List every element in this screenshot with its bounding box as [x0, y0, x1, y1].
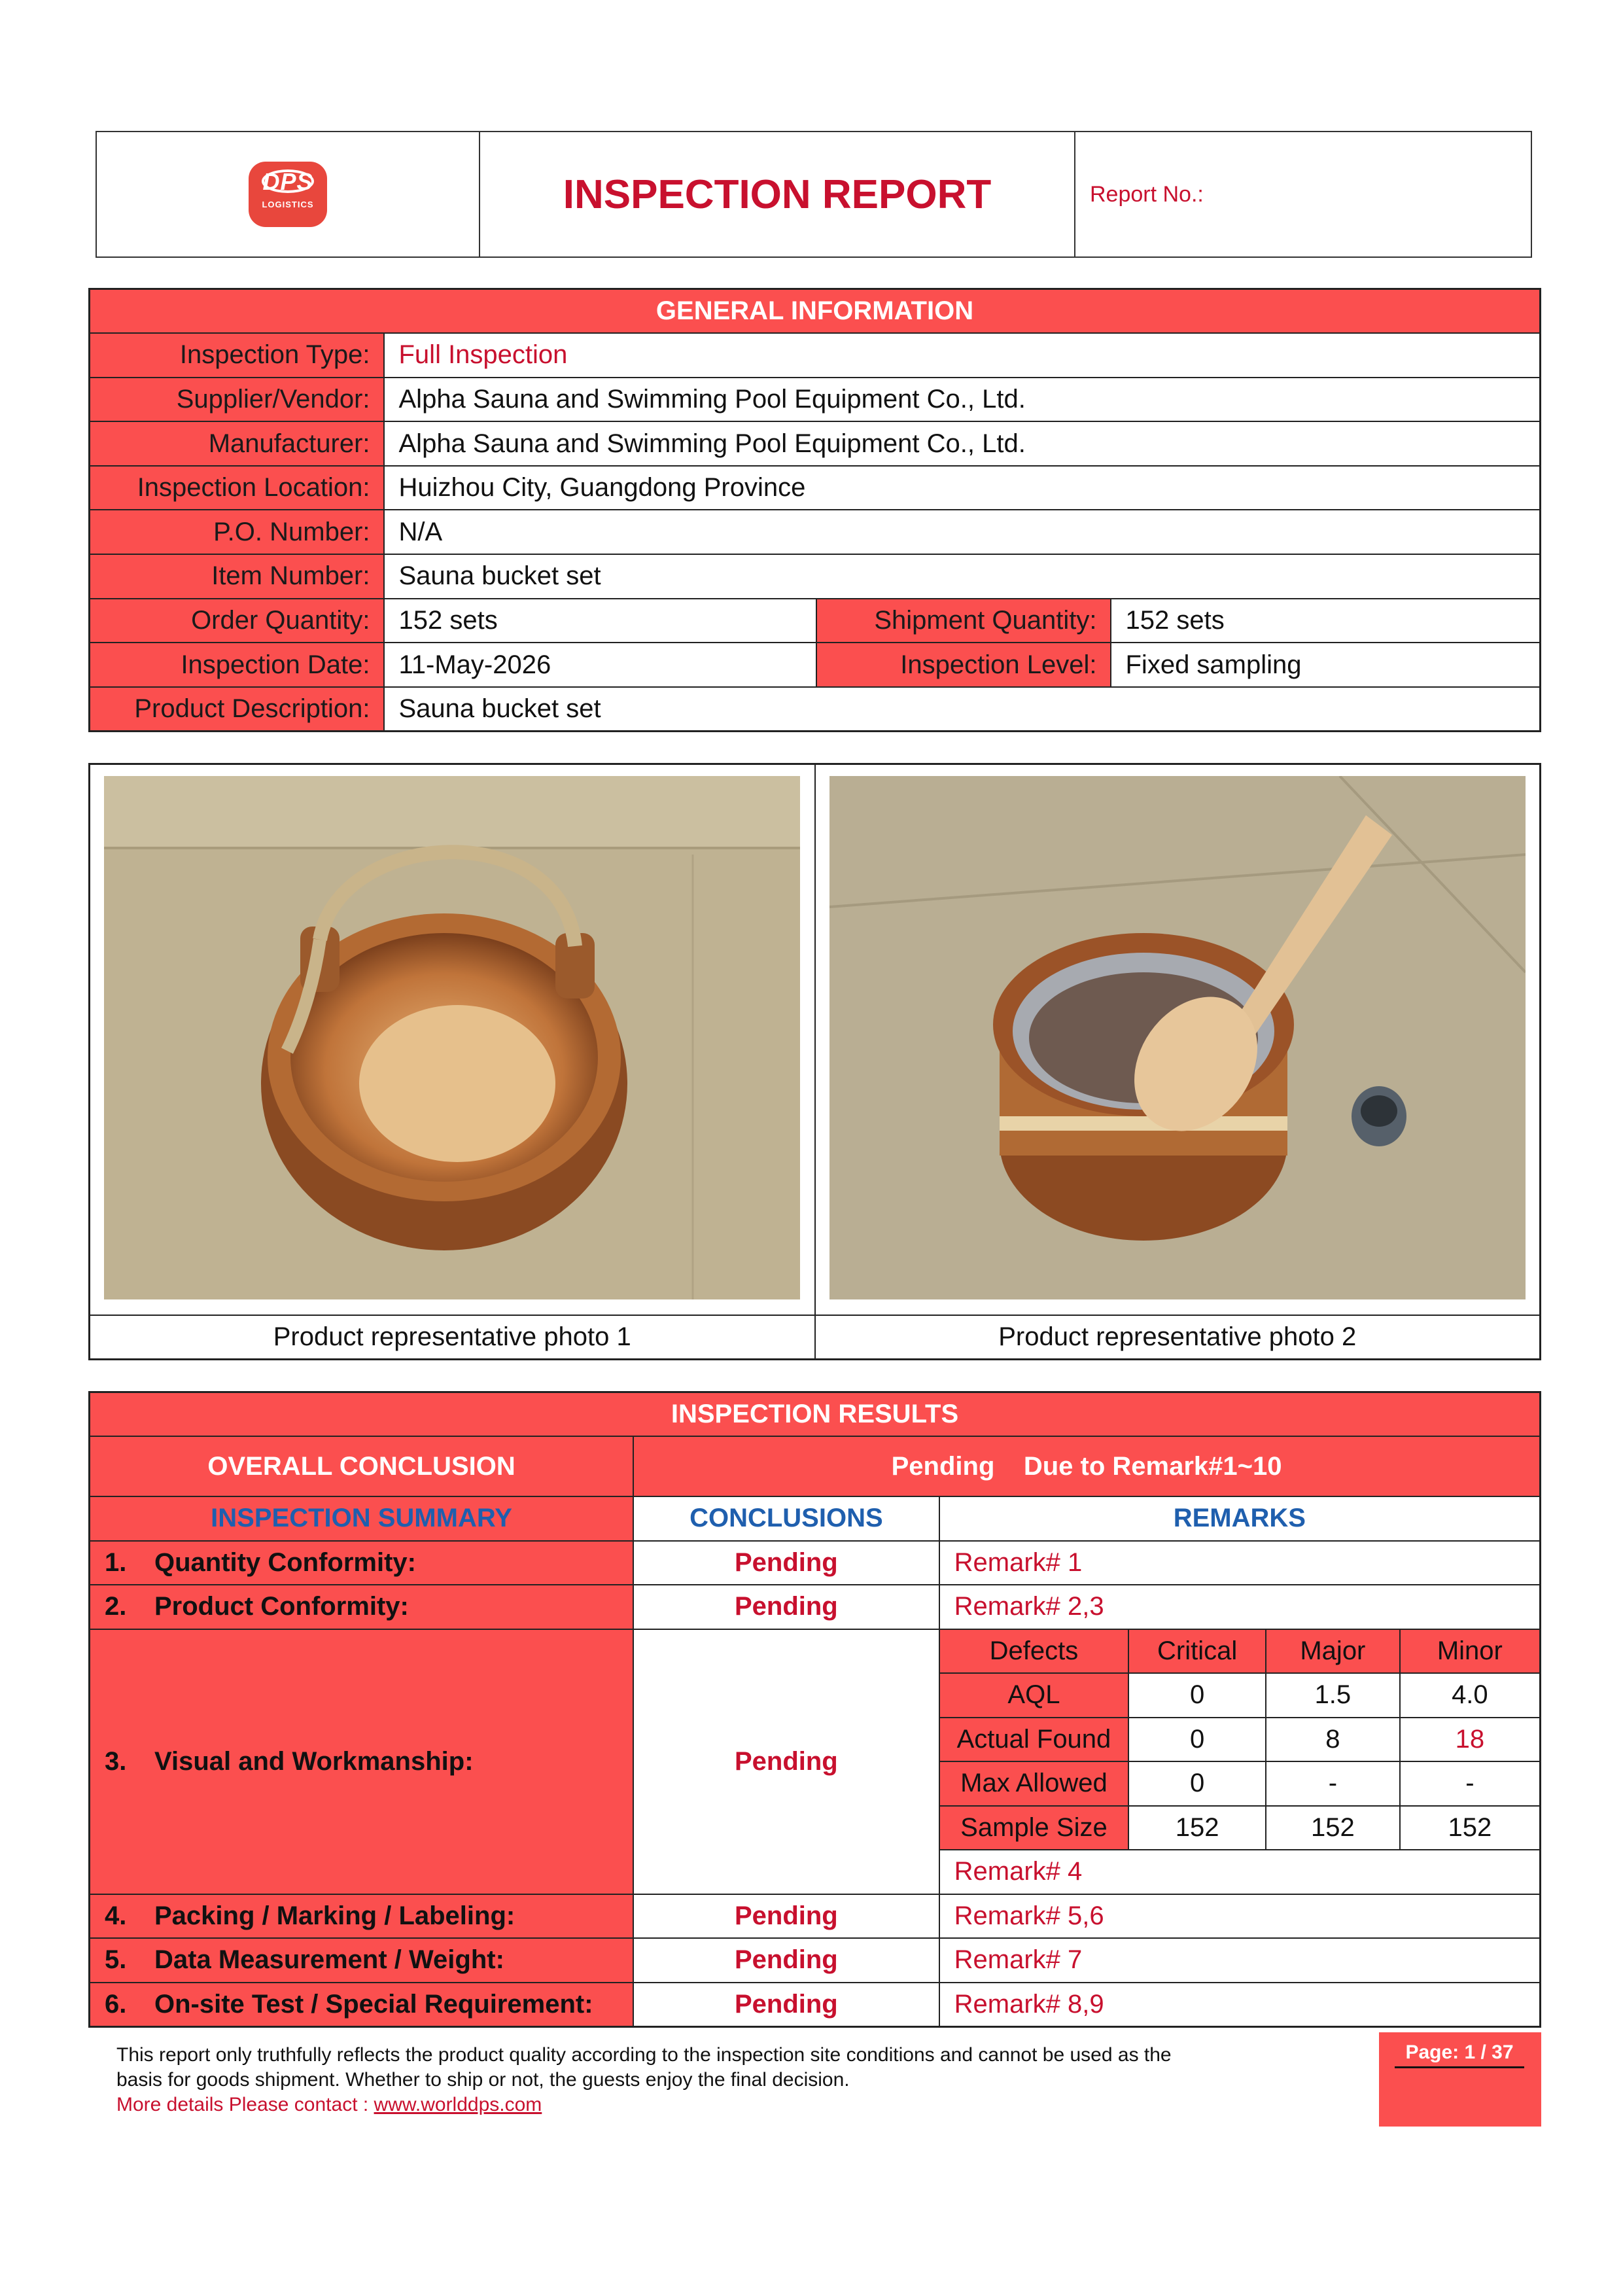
manufacturer-value: Alpha Sauna and Swimming Pool Equipment Co., Ltd.: [384, 421, 1541, 466]
quantity-conformity-label: 1. Quantity Conformity:: [90, 1541, 634, 1585]
logo-subtext: LOGISTICS: [262, 200, 314, 209]
disclaimer-line-2: basis for goods shipment. Whether to ship or not, the guests enjoy the final decision.: [116, 2069, 850, 2091]
table-row: [90, 1541, 1541, 1585]
data-measurement-remark: Remark# 7: [939, 1938, 1541, 1983]
actual-found-label: Actual Found: [939, 1718, 1129, 1762]
inspection-location-value: Huizhou City, Guangdong Province: [384, 466, 1541, 510]
table-row: [90, 1938, 1541, 1983]
table-row: [90, 1983, 1541, 2027]
inspection-date-value: 11-May-2026: [384, 643, 816, 687]
inspection-summary-header: INSPECTION SUMMARY: [90, 1496, 634, 1541]
quantity-conformity-conclusion: Pending: [633, 1541, 939, 1585]
general-information-table: [88, 288, 1541, 732]
product-conformity-conclusion: Pending: [633, 1585, 939, 1629]
po-number-label: P.O. Number:: [90, 510, 384, 554]
photo-1-cell: [90, 764, 815, 1315]
page-indicator-box: [1379, 2032, 1541, 2127]
report-header: [96, 131, 1532, 258]
po-number-value: N/A: [384, 510, 1541, 554]
order-quantity-label: Order Quantity:: [90, 599, 384, 643]
product-conformity-label: 2. Product Conformity:: [90, 1585, 634, 1629]
inspection-results-table: [88, 1391, 1541, 2028]
inspection-type-value: Full Inspection: [384, 333, 1541, 378]
photo-1-caption: Product representative photo 1: [90, 1315, 815, 1360]
visual-workmanship-conclusion: Pending: [633, 1629, 939, 1894]
disclaimer-line-1: This report only truthfully reflects the product quality according to the inspection site conditions and cannot be used as the: [116, 2044, 1172, 2066]
supplier-label: Supplier/Vendor:: [90, 378, 384, 422]
item-number-value: Sauna bucket set: [384, 554, 1541, 599]
max-allowed-minor: -: [1400, 1761, 1541, 1806]
photo-2-caption: Product representative photo 2: [815, 1315, 1541, 1360]
product-photo-1: [104, 776, 800, 1299]
remarks-header: REMARKS: [939, 1496, 1541, 1541]
quantity-conformity-remark: Remark# 1: [939, 1541, 1541, 1585]
aql-minor: 4.0: [1400, 1673, 1541, 1718]
report-title: INSPECTION REPORT: [480, 132, 1075, 257]
photo-2-image: [829, 776, 1526, 1299]
product-description-label: Product Description:: [90, 687, 384, 732]
product-description-value: Sauna bucket set: [384, 687, 1541, 732]
actual-found-minor: 18: [1400, 1718, 1541, 1762]
overall-conclusion-label: OVERALL CONCLUSION: [90, 1436, 634, 1496]
packing-marking-label: 4. Packing / Marking / Labeling:: [90, 1894, 634, 1939]
inspection-date-label: Inspection Date:: [90, 643, 384, 687]
inspection-location-label: Inspection Location:: [90, 466, 384, 510]
max-allowed-critical: 0: [1128, 1761, 1266, 1806]
inspection-level-value: Fixed sampling: [1111, 643, 1541, 687]
max-allowed-major: -: [1266, 1761, 1400, 1806]
max-allowed-label: Max Allowed: [939, 1761, 1129, 1806]
conclusions-header: CONCLUSIONS: [633, 1496, 939, 1541]
minor-header: Minor: [1400, 1629, 1541, 1674]
order-quantity-value: 152 sets: [384, 599, 816, 643]
onsite-test-label: 6. On-site Test / Special Requirement:: [90, 1983, 634, 2027]
product-photo-2: [829, 776, 1526, 1299]
table-row: [90, 1585, 1541, 1629]
report-number-label: Report No.:: [1075, 132, 1531, 257]
onsite-test-remark: Remark# 8,9: [939, 1983, 1541, 2027]
packing-marking-remark: Remark# 5,6: [939, 1894, 1541, 1939]
inspection-results-heading: INSPECTION RESULTS: [90, 1392, 1541, 1437]
contact-label: More details Please contact :: [116, 2094, 369, 2115]
inspection-level-label: Inspection Level:: [816, 643, 1111, 687]
product-photos-table: [88, 763, 1541, 1360]
footer-disclaimer: [116, 2043, 1359, 2117]
photo-2-cell: [815, 764, 1541, 1315]
data-measurement-label: 5. Data Measurement / Weight:: [90, 1938, 634, 1983]
item-number-label: Item Number:: [90, 554, 384, 599]
logo-text: DPS: [262, 168, 313, 195]
product-conformity-remark: Remark# 2,3: [939, 1585, 1541, 1629]
contact-line: [116, 2093, 1359, 2117]
major-header: Major: [1266, 1629, 1400, 1674]
logo-cell: [96, 132, 480, 257]
general-information-heading: GENERAL INFORMATION: [90, 289, 1541, 334]
sample-size-critical: 152: [1128, 1806, 1266, 1850]
inspection-type-label: Inspection Type:: [90, 333, 384, 378]
onsite-test-conclusion: Pending: [633, 1983, 939, 2027]
table-row: [90, 1894, 1541, 1939]
visual-workmanship-remark: Remark# 4: [939, 1850, 1541, 1894]
contact-link[interactable]: www.worlddps.com: [374, 2094, 542, 2115]
actual-found-critical: 0: [1128, 1718, 1266, 1762]
manufacturer-label: Manufacturer:: [90, 421, 384, 466]
photo-1-image: [104, 776, 800, 1299]
actual-found-major: 8: [1266, 1718, 1400, 1762]
table-row: [90, 1629, 1541, 1674]
critical-header: Critical: [1128, 1629, 1266, 1674]
shipment-quantity-label: Shipment Quantity:: [816, 599, 1111, 643]
aql-critical: 0: [1128, 1673, 1266, 1718]
page-number: Page: 1 / 37: [1395, 2041, 1524, 2068]
sample-size-label: Sample Size: [939, 1806, 1129, 1850]
defects-header: Defects: [939, 1629, 1129, 1674]
dps-logo: [249, 162, 327, 227]
data-measurement-conclusion: Pending: [633, 1938, 939, 1983]
aql-label: AQL: [939, 1673, 1129, 1718]
aql-major: 1.5: [1266, 1673, 1400, 1718]
supplier-value: Alpha Sauna and Swimming Pool Equipment Co., Ltd.: [384, 378, 1541, 422]
sample-size-minor: 152: [1400, 1806, 1541, 1850]
packing-marking-conclusion: Pending: [633, 1894, 939, 1939]
shipment-quantity-value: 152 sets: [1111, 599, 1541, 643]
sample-size-major: 152: [1266, 1806, 1400, 1850]
visual-workmanship-label: 3. Visual and Workmanship:: [90, 1629, 634, 1894]
overall-conclusion-value: Pending Due to Remark#1~10: [633, 1436, 1540, 1496]
